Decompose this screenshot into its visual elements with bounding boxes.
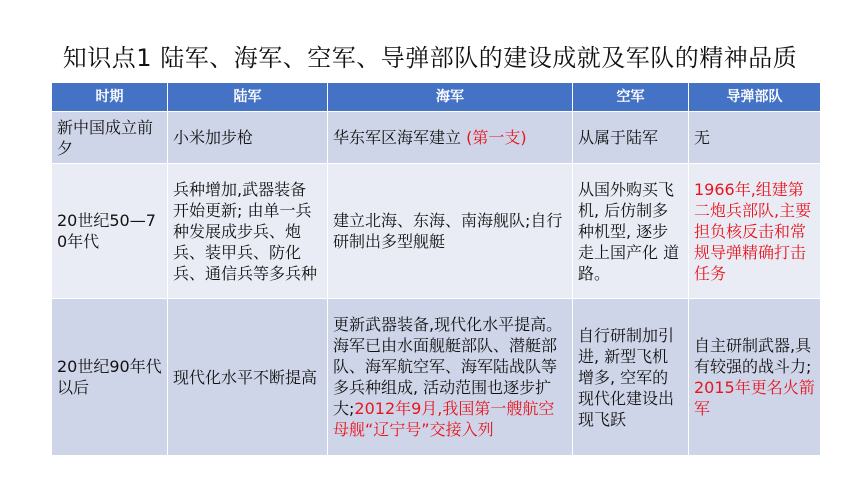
period-cell — [52, 164, 168, 299]
navy-cell — [328, 164, 573, 299]
table-row — [52, 299, 821, 456]
period-text: 20世纪90年代以后 — [57, 357, 162, 397]
army-cell — [168, 299, 328, 456]
missile-highlight: 2015年更名火箭军 — [694, 378, 815, 418]
airforce-text: 从国外购买飞机, 后仿制多种机型, 逐步走上国产化 道路。 — [578, 179, 680, 283]
header-period: 时期 — [52, 83, 168, 112]
header-navy: 海军 — [328, 83, 573, 112]
navy-text: 华东军区海军建立 — [333, 128, 467, 147]
airforce-cell — [573, 299, 689, 456]
period-text: 新中国成立前夕 — [57, 117, 154, 158]
missile-text: 无 — [694, 128, 711, 147]
missile-cell — [689, 299, 821, 456]
navy-cell — [328, 112, 573, 164]
army-cell — [168, 164, 328, 299]
army-text: 小米加步枪 — [173, 128, 254, 147]
header-missile: 导弹部队 — [689, 83, 821, 112]
header-airforce: 空军 — [573, 83, 689, 112]
missile-cell — [689, 112, 821, 164]
period-text: 20世纪50—70年代 — [57, 211, 156, 251]
airforce-cell — [573, 112, 689, 164]
missile-cell — [689, 164, 821, 299]
table-header-row — [52, 83, 821, 112]
navy-text: 建立北海、东海、南海舰队;自行研制出多型舰艇 — [333, 211, 563, 251]
army-cell — [168, 112, 328, 164]
navy-cell — [328, 299, 573, 456]
missile-text: 自主研制武器,具有较强的战斗力; — [694, 336, 812, 376]
table-row — [52, 164, 821, 299]
navy-text: 更新武器装备,现代化水平提高。海军已由水面舰艇部队、潜艇部队、海军航空军、海军陆战队等多兵种组成, 活动范围也逐步扩大; — [333, 315, 563, 418]
header-army: 陆军 — [168, 83, 328, 112]
period-cell — [52, 112, 168, 164]
army-text: 现代化水平不断提高 — [173, 367, 318, 387]
airforce-text: 自行研制加引进, 新型飞机增多, 空军的现代化建设出现飞跃 — [578, 325, 675, 429]
table-row — [52, 112, 821, 164]
navy-highlight: (第一支) — [466, 128, 527, 147]
airforce-cell — [573, 164, 689, 299]
page-title: 知识点1 陆军、海军、空军、导弹部队的建设成就及军队的精神品质 — [62, 44, 798, 72]
airforce-text: 从属于陆军 — [578, 128, 659, 147]
army-text: 兵种增加,武器装备开始更新; 由单一兵种发展成步兵、炮 兵、装甲兵、防化兵、通信兵等多兵种 — [173, 179, 318, 283]
period-cell — [52, 299, 168, 456]
missile-highlight: 1966年,组建第二炮兵部队,主要担负核反击和常规导弹精确打击任务 — [694, 179, 812, 283]
comparison-table — [51, 82, 821, 456]
navy-highlight: 2012年9月,我国第一艘航空母舰“辽宁号”交接入列 — [333, 399, 555, 439]
